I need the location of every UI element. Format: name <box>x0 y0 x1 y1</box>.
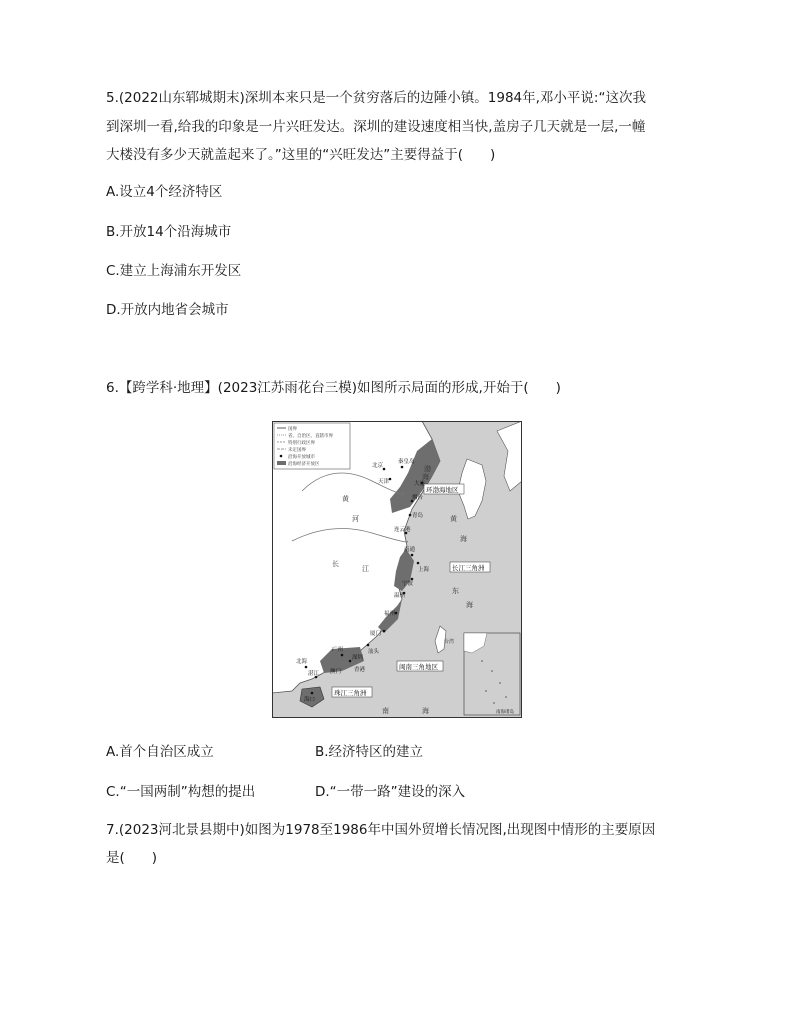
geo-label: 东 <box>452 587 459 595</box>
city-label: 湛江 <box>308 671 320 677</box>
geo-label: 黄 <box>450 515 457 523</box>
geo-label: 黄 <box>342 495 349 503</box>
city-label: 北京 <box>372 463 384 469</box>
geo-label: 海 <box>422 473 429 481</box>
city-label: 秦皇岛 <box>398 459 415 465</box>
q6-option-d[interactable]: D.“一带一路”建设的深入 <box>315 784 466 800</box>
q5-option-b[interactable]: B.开放14个沿海城市 <box>106 224 232 240</box>
geo-label: 海 <box>460 535 467 543</box>
city-label: 天津 <box>378 479 390 485</box>
geo-label: 河 <box>352 515 359 523</box>
q5-stem-line-1: 5.(2022山东郓城期末)深圳本来只是一个贫穷落后的边陲小镇。1984年,邓小平说:“这次我 <box>106 90 646 106</box>
legend-item: 未定国界 <box>288 448 306 453</box>
q5-option-a[interactable]: A.设立4个经济特区 <box>106 184 223 200</box>
q6-option-c[interactable]: C.“一国两制”构想的提出 <box>106 784 256 800</box>
city-label: 广州 <box>332 647 344 653</box>
legend-item: 省、自治区、直辖市界 <box>288 434 333 439</box>
region-label: 环渤海地区 <box>426 486 459 494</box>
city-label: 大连 <box>414 481 426 487</box>
city-label: 南通 <box>404 547 416 553</box>
city-label: 宁波 <box>402 581 414 587</box>
city-label: 温州 <box>394 593 406 599</box>
china-coastal-open-map <box>272 421 522 718</box>
region-label: 珠江三角洲 <box>334 689 367 697</box>
city-label: 福州 <box>384 611 396 617</box>
geo-label: 长 <box>332 560 339 568</box>
city-label: 深圳 <box>352 655 364 661</box>
city-label: 连云港 <box>394 527 411 533</box>
city-label: 上海 <box>418 567 430 573</box>
city-label: 汕头 <box>368 649 380 655</box>
q7-stem-line-1: 7.(2023河北景县期中)如图为1978至1986年中国外贸增长情况图,出现图中情形的主要原因 <box>106 822 656 838</box>
city-label: 海口 <box>304 697 316 703</box>
q5-stem-line-3: 大楼没有多少天就盖起来了。”这里的“兴旺发达”主要得益于( ) <box>106 147 496 163</box>
q5-stem-line-2: 到深圳一看,给我的印象是一片兴旺发达。深圳的建设速度相当快,盖房子几天就是一层,一幢 <box>106 119 646 135</box>
city-label: 澳门 <box>330 669 342 675</box>
geo-label: 渤 <box>424 465 431 473</box>
q5-option-c[interactable]: C.建立上海浦东开发区 <box>106 263 242 279</box>
city-label: 北海 <box>296 659 308 665</box>
geo-label: 海 <box>422 707 429 715</box>
q6-option-a[interactable]: A.首个自治区成立 <box>106 744 214 760</box>
city-label: 厦门 <box>370 631 382 637</box>
legend-item: 国界 <box>288 427 297 432</box>
city-label: 香港 <box>354 667 366 673</box>
city-label: 烟台 <box>412 495 424 501</box>
legend-item: 沿海开放城市 <box>288 455 315 460</box>
q6-option-b[interactable]: B.经济特区的建立 <box>315 744 424 760</box>
region-label: 长江三角洲 <box>452 564 485 572</box>
inset-label: 南海诸岛 <box>496 710 514 715</box>
q5-option-d[interactable]: D.开放内地省会城市 <box>106 302 229 318</box>
city-label: 青岛 <box>412 513 424 519</box>
region-label: 闽南三角地区 <box>399 663 438 671</box>
geo-label: 台湾 <box>444 639 455 645</box>
q7-stem-line-2: 是( ) <box>106 850 158 866</box>
legend-item: 特别行政区界 <box>288 441 315 446</box>
q6-stem: 6.【跨学科·地理】(2023江苏雨花台三模)如图所示局面的形成,开始于( ) <box>106 380 561 396</box>
legend-item: 沿海经济开放区 <box>288 462 320 467</box>
geo-label: 南 <box>382 707 389 715</box>
geo-label: 海 <box>466 601 473 609</box>
geo-label: 江 <box>362 565 369 573</box>
